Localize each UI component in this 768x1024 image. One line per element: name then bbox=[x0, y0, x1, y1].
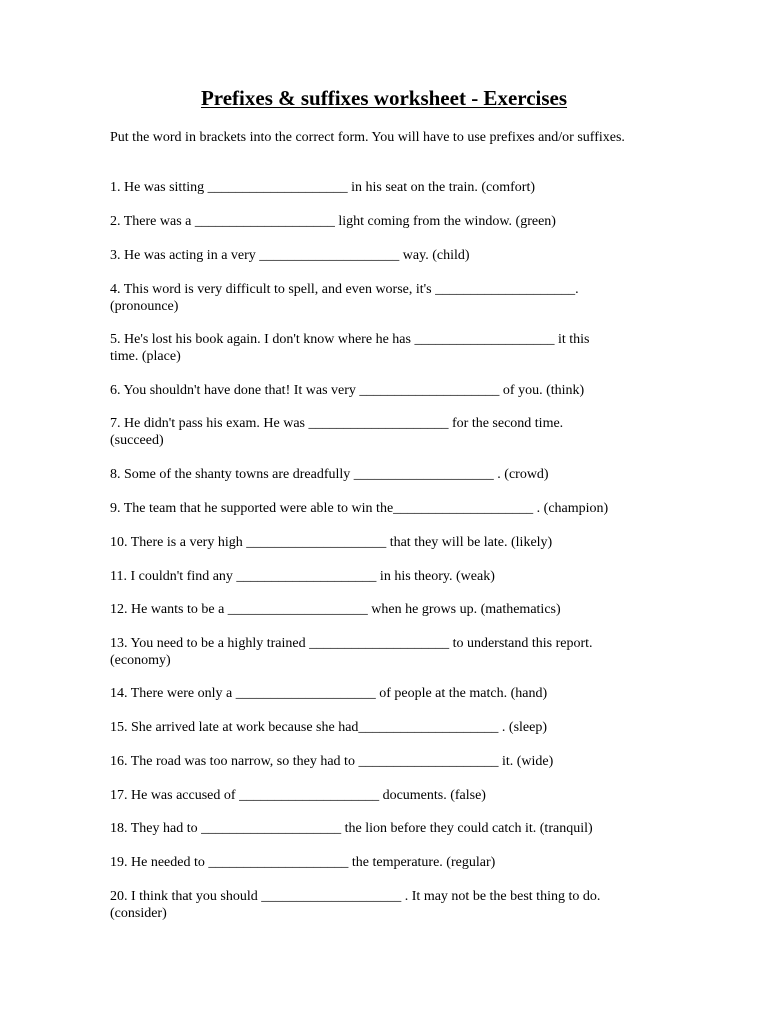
question-20: 20. I think that you should ____________________ . It may not be the best thing to do. (consider) bbox=[110, 889, 601, 921]
question-19: 19. He needed to ____________________ the temperature. (regular) bbox=[110, 855, 496, 870]
question-3: 3. He was acting in a very ____________________ way. (child) bbox=[110, 248, 470, 263]
page-title: Prefixes & suffixes worksheet - Exercises bbox=[200, 86, 568, 110]
question-14: 14. There were only a ____________________ of people at the match. (hand) bbox=[110, 686, 548, 701]
question-6: 6. You shouldn't have done that! It was very ____________________ of you. (think) bbox=[110, 383, 585, 398]
question-15: 15. She arrived late at work because she had____________________ . (sleep) bbox=[110, 720, 547, 735]
question-16: 16. The road was too narrow, so they had to ____________________ it. (wide) bbox=[110, 754, 554, 769]
question-10: 10. There is a very high ____________________ that they will be late. (likely) bbox=[110, 535, 553, 550]
question-13: 13. You need to be a highly trained ____________________ to understand this report. (economy) bbox=[110, 636, 593, 668]
question-11: 11. I couldn't find any ____________________ in his theory. (weak) bbox=[110, 569, 495, 584]
question-17: 17. He was accused of ____________________ documents. (false) bbox=[110, 788, 486, 803]
question-12: 12. He wants to be a ____________________ when he grows up. (mathematics) bbox=[110, 602, 561, 617]
question-5: 5. He's lost his book again. I don't know where he has ____________________ it this time. (place) bbox=[110, 332, 590, 364]
question-18: 18. They had to ____________________ the lion before they could catch it. (tranquil) bbox=[110, 821, 593, 836]
question-4: 4. This word is very difficult to spell, and even worse, it's ____________________. (pronounce) bbox=[110, 282, 579, 314]
question-7: 7. He didn't pass his exam. He was ____________________ for the second time. (succeed) bbox=[110, 416, 564, 448]
question-8: 8. Some of the shanty towns are dreadfully ____________________ . (crowd) bbox=[110, 467, 549, 482]
question-9: 9. The team that he supported were able to win the____________________ . (champion) bbox=[110, 501, 609, 516]
instructions: Put the word in brackets into the correct form. You will have to use prefixes and/or suffixes. bbox=[110, 130, 625, 145]
question-1: 1. He was sitting ____________________ in his seat on the train. (comfort) bbox=[110, 180, 535, 195]
question-2: 2. There was a ____________________ light coming from the window. (green) bbox=[110, 214, 556, 229]
